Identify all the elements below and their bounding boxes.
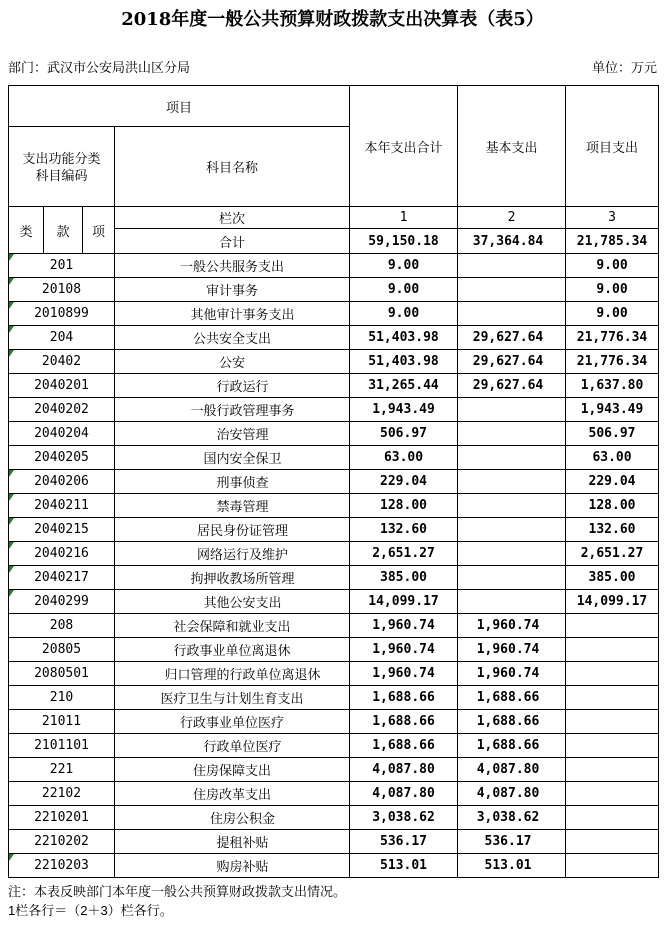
total-value-cell: 4,087.80 <box>350 758 458 782</box>
project-value-cell: 132.60 <box>566 518 659 542</box>
subject-name-cell: 居民身份证管理 <box>115 518 350 542</box>
header-item: 项 <box>83 207 115 254</box>
table-row <box>9 398 659 422</box>
subject-name-cell: 住房保障支出 <box>115 758 350 782</box>
table-row <box>9 302 659 326</box>
total-value-cell: 513.01 <box>350 854 458 878</box>
function-code-cell: 2040215 <box>9 518 115 542</box>
basic-value-cell <box>458 302 566 326</box>
total-value-cell: 1,688.66 <box>350 710 458 734</box>
basic-value-cell <box>458 446 566 470</box>
text-format-flag-icon <box>9 566 14 573</box>
table-row <box>9 758 659 782</box>
text-format-flag-icon <box>9 302 14 309</box>
project-value-cell <box>566 638 659 662</box>
text-format-flag-icon <box>9 254 14 261</box>
page-title: 2018年度一般公共预算财政拨款支出决算表（表5） <box>121 9 544 30</box>
table-row <box>9 806 659 830</box>
total-value-cell: 9.00 <box>350 254 458 278</box>
total-value-cell: 1,688.66 <box>350 734 458 758</box>
table-row <box>9 278 659 302</box>
function-code-cell: 210 <box>9 686 115 710</box>
text-format-flag-icon <box>9 590 14 597</box>
table-row <box>9 590 659 614</box>
total-value-cell: 63.00 <box>350 446 458 470</box>
basic-value-cell <box>458 518 566 542</box>
basic-value-cell: 1,688.66 <box>458 686 566 710</box>
table-row <box>9 518 659 542</box>
function-code-cell: 2040216 <box>9 542 115 566</box>
table-row <box>9 254 659 278</box>
basic-value-cell: 1,688.66 <box>458 710 566 734</box>
table-row <box>9 662 659 686</box>
basic-value-cell: 29,627.64 <box>458 374 566 398</box>
basic-value-cell: 1,960.74 <box>458 638 566 662</box>
project-value-cell <box>566 686 659 710</box>
basic-value-cell: 1,688.66 <box>458 734 566 758</box>
total-value-cell: 9.00 <box>350 302 458 326</box>
table-row <box>9 782 659 806</box>
subject-name-cell: 公共安全支出 <box>115 326 350 350</box>
table-row <box>9 470 659 494</box>
subject-name-cell: 一般公共服务支出 <box>115 254 350 278</box>
function-code-cell: 2101101 <box>9 734 115 758</box>
project-value-cell <box>566 782 659 806</box>
header-col-total: 本年支出合计 <box>350 86 458 207</box>
function-code-cell: 2040201 <box>9 374 115 398</box>
function-code-cell: 22102 <box>9 782 115 806</box>
function-code-cell: 2040206 <box>9 470 115 494</box>
header-section: 款 <box>44 207 83 254</box>
total-value-cell: 1,960.74 <box>350 662 458 686</box>
total-value-cell: 1,960.74 <box>350 614 458 638</box>
subject-name-cell: 禁毒管理 <box>115 494 350 518</box>
total-value-cell: 132.60 <box>350 518 458 542</box>
function-code-cell: 2040217 <box>9 566 115 590</box>
basic-value-cell: 29,627.64 <box>458 350 566 374</box>
basic-value-cell <box>458 590 566 614</box>
grand-total-basic: 37,364.84 <box>458 229 566 254</box>
function-code-cell: 20108 <box>9 278 115 302</box>
basic-value-cell: 3,038.62 <box>458 806 566 830</box>
header-function-code-line1: 支出功能分类 <box>22 150 101 166</box>
text-format-flag-icon <box>9 350 14 357</box>
total-value-cell: 128.00 <box>350 494 458 518</box>
total-value-cell: 51,403.98 <box>350 350 458 374</box>
text-format-flag-icon <box>9 542 14 549</box>
total-value-cell: 506.97 <box>350 422 458 446</box>
project-value-cell: 9.00 <box>566 302 659 326</box>
text-format-flag-icon <box>9 494 14 501</box>
table-row <box>9 686 659 710</box>
total-value-cell: 51,403.98 <box>350 326 458 350</box>
grand-total-label: 合计 <box>115 229 350 254</box>
note-line-2: 1栏各行＝（2＋3）栏各行。 <box>8 903 173 918</box>
function-code-cell: 20805 <box>9 638 115 662</box>
department-label: 部门：武汉市公安局洪山区分局 <box>8 60 191 75</box>
total-value-cell: 31,265.44 <box>350 374 458 398</box>
basic-value-cell <box>458 278 566 302</box>
project-value-cell <box>566 806 659 830</box>
subject-name-cell: 其他审计事务支出 <box>115 302 350 326</box>
subject-name-cell: 一般行政管理事务 <box>115 398 350 422</box>
subject-name-cell: 公安 <box>115 350 350 374</box>
project-value-cell <box>566 662 659 686</box>
project-value-cell: 9.00 <box>566 278 659 302</box>
subject-name-cell: 行政单位医疗 <box>115 734 350 758</box>
table-row <box>9 542 659 566</box>
function-code-cell: 2040211 <box>9 494 115 518</box>
project-value-cell: 506.97 <box>566 422 659 446</box>
total-value-cell: 9.00 <box>350 278 458 302</box>
total-value-cell: 1,960.74 <box>350 638 458 662</box>
function-code-cell: 221 <box>9 758 115 782</box>
subject-name-cell: 拘押收教场所管理 <box>115 566 350 590</box>
subject-name-cell: 购房补贴 <box>115 854 350 878</box>
budget-table <box>8 85 659 878</box>
project-value-cell: 128.00 <box>566 494 659 518</box>
total-value-cell: 2,651.27 <box>350 542 458 566</box>
table-row <box>9 494 659 518</box>
function-code-cell: 2210202 <box>9 830 115 854</box>
project-value-cell: 21,776.34 <box>566 326 659 350</box>
function-code-cell: 2040205 <box>9 446 115 470</box>
table-body <box>9 254 659 878</box>
project-value-cell: 385.00 <box>566 566 659 590</box>
project-value-cell: 14,099.17 <box>566 590 659 614</box>
project-value-cell <box>566 758 659 782</box>
header-subject-name: 科目名称 <box>115 127 350 207</box>
meta-line <box>8 60 657 76</box>
function-code-cell: 2080501 <box>9 662 115 686</box>
header-rank-1: 1 <box>350 207 458 229</box>
total-value-cell: 385.00 <box>350 566 458 590</box>
header-rank-2: 2 <box>458 207 566 229</box>
subject-name-cell: 国内安全保卫 <box>115 446 350 470</box>
header-class: 类 <box>9 207 44 254</box>
header-col-basic: 基本支出 <box>458 86 566 207</box>
text-format-flag-icon <box>9 518 14 525</box>
table-row <box>9 734 659 758</box>
text-format-flag-icon <box>9 470 14 477</box>
note-line-1: 注：本表反映部门本年度一般公共预算财政拨款支出情况。 <box>8 884 347 899</box>
function-code-cell: 201 <box>9 254 115 278</box>
function-code-cell: 208 <box>9 614 115 638</box>
grand-total-this-year: 59,150.18 <box>350 229 458 254</box>
table-row <box>9 710 659 734</box>
project-value-cell: 63.00 <box>566 446 659 470</box>
header-col-project-exp: 项目支出 <box>566 86 659 207</box>
project-value-cell <box>566 710 659 734</box>
function-code-cell: 2040202 <box>9 398 115 422</box>
project-value-cell: 1,637.80 <box>566 374 659 398</box>
subject-name-cell: 归口管理的行政单位离退休 <box>115 662 350 686</box>
subject-name-cell: 其他公安支出 <box>115 590 350 614</box>
project-value-cell: 21,776.34 <box>566 350 659 374</box>
total-value-cell: 3,038.62 <box>350 806 458 830</box>
function-code-cell: 2040299 <box>9 590 115 614</box>
text-format-flag-icon <box>9 326 14 333</box>
total-value-cell: 229.04 <box>350 470 458 494</box>
subject-name-cell: 审计事务 <box>115 278 350 302</box>
basic-value-cell: 536.17 <box>458 830 566 854</box>
table-row <box>9 854 659 878</box>
basic-value-cell <box>458 470 566 494</box>
basic-value-cell: 1,960.74 <box>458 662 566 686</box>
basic-value-cell: 1,960.74 <box>458 614 566 638</box>
subject-name-cell: 医疗卫生与计划生育支出 <box>115 686 350 710</box>
basic-value-cell <box>458 542 566 566</box>
subject-name-cell: 提租补贴 <box>115 830 350 854</box>
project-value-cell <box>566 854 659 878</box>
project-value-cell: 1,943.49 <box>566 398 659 422</box>
project-value-cell <box>566 734 659 758</box>
table-row <box>9 374 659 398</box>
basic-value-cell: 4,087.80 <box>458 782 566 806</box>
total-value-cell: 14,099.17 <box>350 590 458 614</box>
project-value-cell: 229.04 <box>566 470 659 494</box>
function-code-cell: 21011 <box>9 710 115 734</box>
basic-value-cell: 4,087.80 <box>458 758 566 782</box>
function-code-cell: 2210203 <box>9 854 115 878</box>
text-format-flag-icon <box>9 854 14 861</box>
function-code-cell: 2010899 <box>9 302 115 326</box>
basic-value-cell: 29,627.64 <box>458 326 566 350</box>
subject-name-cell: 社会保障和就业支出 <box>115 614 350 638</box>
project-value-cell <box>566 830 659 854</box>
project-value-cell <box>566 614 659 638</box>
function-code-cell: 204 <box>9 326 115 350</box>
grand-total-project: 21,785.34 <box>566 229 659 254</box>
basic-value-cell <box>458 422 566 446</box>
subject-name-cell: 住房改革支出 <box>115 782 350 806</box>
table-row <box>9 446 659 470</box>
total-value-cell: 4,087.80 <box>350 782 458 806</box>
basic-value-cell <box>458 494 566 518</box>
total-value-cell: 1,943.49 <box>350 398 458 422</box>
function-code-cell: 20402 <box>9 350 115 374</box>
unit-label: 单位：万元 <box>591 60 657 75</box>
text-format-flag-icon <box>9 278 14 285</box>
header-function-code-line2: 科目编码 <box>35 167 88 183</box>
header-row-rank <box>9 207 659 229</box>
subject-name-cell: 治安管理 <box>115 422 350 446</box>
subject-name-cell: 住房公积金 <box>115 806 350 830</box>
header-row-project <box>9 86 659 127</box>
table-row <box>9 830 659 854</box>
basic-value-cell <box>458 566 566 590</box>
table-row <box>9 614 659 638</box>
subject-name-cell: 网络运行及维护 <box>115 542 350 566</box>
total-value-cell: 536.17 <box>350 830 458 854</box>
header-rank-label: 栏次 <box>115 207 350 229</box>
function-code-cell: 2210201 <box>9 806 115 830</box>
table-row <box>9 422 659 446</box>
footnotes <box>8 882 657 920</box>
subject-name-cell: 行政事业单位离退休 <box>115 638 350 662</box>
total-value-cell: 1,688.66 <box>350 686 458 710</box>
table-row <box>9 326 659 350</box>
subject-name-cell: 刑事侦查 <box>115 470 350 494</box>
table-row <box>9 638 659 662</box>
project-value-cell: 2,651.27 <box>566 542 659 566</box>
table-row <box>9 566 659 590</box>
header-project: 项目 <box>9 86 350 127</box>
project-value-cell: 9.00 <box>566 254 659 278</box>
table-row <box>9 350 659 374</box>
basic-value-cell: 513.01 <box>458 854 566 878</box>
basic-value-cell <box>458 254 566 278</box>
function-code-cell: 2040204 <box>9 422 115 446</box>
subject-name-cell: 行政运行 <box>115 374 350 398</box>
header-function-code <box>9 127 115 207</box>
header-rank-3: 3 <box>566 207 659 229</box>
basic-value-cell <box>458 398 566 422</box>
subject-name-cell: 行政事业单位医疗 <box>115 710 350 734</box>
